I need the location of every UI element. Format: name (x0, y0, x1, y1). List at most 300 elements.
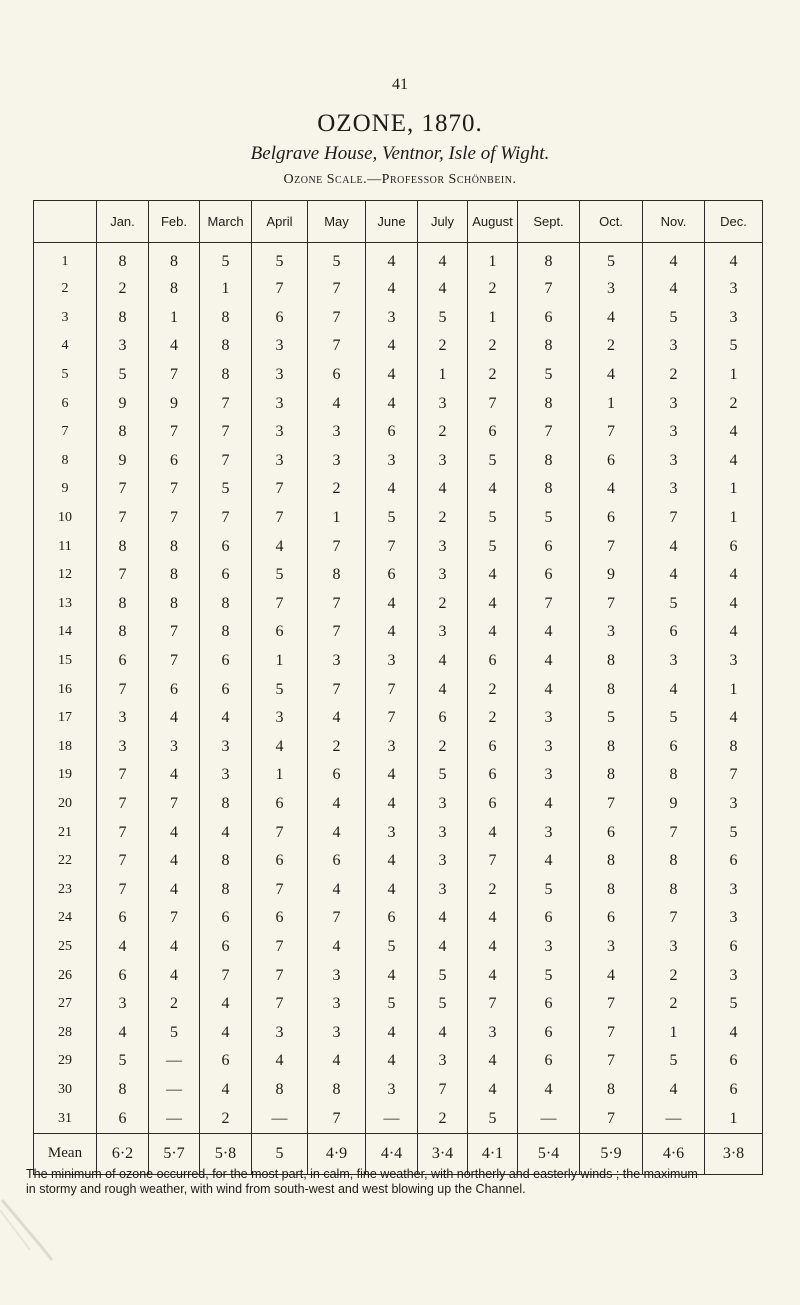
ozone-value: 7 (643, 904, 705, 933)
ozone-value: 6 (518, 561, 580, 590)
header-month: August (468, 201, 518, 243)
ozone-value: 2 (643, 961, 705, 990)
ozone-value: 4 (705, 704, 763, 733)
ozone-value: 1 (705, 675, 763, 704)
ozone-value: 8 (643, 847, 705, 876)
ozone-value: 4 (149, 761, 200, 790)
ozone-value: 4 (366, 275, 418, 304)
ozone-value: 3 (308, 447, 366, 476)
table-row (34, 847, 763, 876)
ozone-value: 8 (200, 332, 252, 361)
day-number: 6 (34, 389, 97, 418)
ozone-value: 6 (200, 1047, 252, 1076)
mean-value: 4·6 (643, 1133, 705, 1174)
ozone-value: 6 (705, 933, 763, 962)
ozone-value: 7 (580, 790, 643, 819)
ozone-value: 3 (252, 1018, 308, 1047)
day-number: 14 (34, 618, 97, 647)
ozone-value: 4 (580, 961, 643, 990)
ozone-value: 6 (97, 1104, 149, 1133)
ozone-value: 8 (643, 875, 705, 904)
ozone-value: 3 (705, 647, 763, 676)
table-row (34, 961, 763, 990)
ozone-value: 7 (252, 475, 308, 504)
ozone-value: 3 (468, 1018, 518, 1047)
mean-value: 4·9 (308, 1133, 366, 1174)
ozone-value: 4 (468, 961, 518, 990)
ozone-value: 3 (643, 933, 705, 962)
ozone-value: 7 (149, 647, 200, 676)
day-number: 23 (34, 875, 97, 904)
ozone-table (33, 200, 763, 1175)
ozone-value: 6 (252, 618, 308, 647)
mean-value: 4·4 (366, 1133, 418, 1174)
ozone-value: 4 (418, 647, 468, 676)
ozone-value: 4 (643, 243, 705, 276)
ozone-value: 8 (149, 275, 200, 304)
day-number: 9 (34, 475, 97, 504)
ozone-value: 2 (418, 733, 468, 762)
ozone-value: 3 (643, 447, 705, 476)
table-row (34, 647, 763, 676)
ozone-value: 6 (518, 904, 580, 933)
ozone-value: 8 (97, 590, 149, 619)
ozone-value: 4 (149, 818, 200, 847)
ozone-value: 7 (705, 761, 763, 790)
ozone-value: 9 (580, 561, 643, 590)
ozone-value: 1 (252, 647, 308, 676)
ozone-value: 8 (149, 561, 200, 590)
ozone-value: 3 (518, 933, 580, 962)
ozone-value: 6 (252, 847, 308, 876)
ozone-value: 6 (643, 618, 705, 647)
ozone-value: 5 (518, 875, 580, 904)
table-row (34, 561, 763, 590)
ozone-value: 7 (200, 389, 252, 418)
table-row (34, 361, 763, 390)
ozone-value: 2 (97, 275, 149, 304)
ozone-value: 4 (705, 447, 763, 476)
ozone-value: 8 (580, 647, 643, 676)
ozone-value: 3 (418, 875, 468, 904)
ozone-value: 5 (705, 818, 763, 847)
ozone-value: 2 (468, 675, 518, 704)
ozone-value: 8 (518, 332, 580, 361)
day-number: 1 (34, 243, 97, 276)
ozone-value: 7 (468, 990, 518, 1019)
ozone-value: 4 (468, 561, 518, 590)
ozone-value: 5 (643, 304, 705, 333)
ozone-value: 4 (97, 933, 149, 962)
ozone-value: 7 (97, 818, 149, 847)
ozone-value: 5 (468, 532, 518, 561)
ozone-value: 6 (518, 532, 580, 561)
mean-value: 6·2 (97, 1133, 149, 1174)
ozone-value: 8 (200, 875, 252, 904)
ozone-value: 7 (580, 1104, 643, 1133)
ozone-value: 3 (308, 1018, 366, 1047)
ozone-value: 5 (149, 1018, 200, 1047)
ozone-value: 8 (580, 733, 643, 762)
table-row (34, 790, 763, 819)
ozone-value: 3 (97, 990, 149, 1019)
ozone-value: 4 (149, 933, 200, 962)
ozone-value: 4 (366, 1018, 418, 1047)
ozone-value: 7 (252, 818, 308, 847)
ozone-value: 4 (149, 961, 200, 990)
ozone-value: 7 (149, 361, 200, 390)
ozone-value: 3 (518, 761, 580, 790)
ozone-value: 7 (252, 590, 308, 619)
ozone-value: 4 (366, 590, 418, 619)
ozone-value: 8 (200, 847, 252, 876)
ozone-value: 4 (308, 389, 366, 418)
ozone-value: 4 (308, 790, 366, 819)
ozone-value: 8 (643, 761, 705, 790)
mean-value: 5 (252, 1133, 308, 1174)
ozone-value: 4 (308, 818, 366, 847)
ozone-value: 3 (308, 961, 366, 990)
ozone-value: 7 (97, 675, 149, 704)
ozone-value: 4 (97, 1018, 149, 1047)
table-row (34, 504, 763, 533)
ozone-value: 8 (149, 532, 200, 561)
ozone-value: 6 (705, 1076, 763, 1105)
page-edge-smudge (0, 1190, 60, 1270)
ozone-value: 4 (518, 847, 580, 876)
ozone-value: 4 (200, 1018, 252, 1047)
ozone-value: 6 (366, 904, 418, 933)
ozone-value: 5 (518, 961, 580, 990)
ozone-value: 7 (97, 761, 149, 790)
day-number: 11 (34, 532, 97, 561)
ozone-value: 8 (308, 1076, 366, 1105)
ozone-value: — (518, 1104, 580, 1133)
ozone-value: 4 (643, 561, 705, 590)
ozone-value: 7 (252, 961, 308, 990)
ozone-value: 6 (643, 733, 705, 762)
ozone-value: 3 (366, 733, 418, 762)
ozone-value: 7 (97, 475, 149, 504)
ozone-value: 6 (200, 933, 252, 962)
ozone-value: 6 (252, 304, 308, 333)
ozone-value: 4 (643, 532, 705, 561)
table-row (34, 275, 763, 304)
ozone-value: 7 (97, 504, 149, 533)
ozone-value: 4 (705, 618, 763, 647)
ozone-value: 5 (97, 361, 149, 390)
ozone-value: 1 (705, 504, 763, 533)
ozone-value: 7 (468, 847, 518, 876)
ozone-value: 5 (580, 243, 643, 276)
ozone-value: 4 (418, 243, 468, 276)
table-row (34, 990, 763, 1019)
ozone-value: 1 (643, 1018, 705, 1047)
ozone-value: 6 (252, 790, 308, 819)
day-number: 10 (34, 504, 97, 533)
ozone-value: 5 (252, 243, 308, 276)
ozone-value: 2 (149, 990, 200, 1019)
ozone-value: 4 (418, 675, 468, 704)
day-number: 26 (34, 961, 97, 990)
ozone-value: 2 (308, 733, 366, 762)
ozone-value: 2 (468, 361, 518, 390)
table-row (34, 761, 763, 790)
ozone-value: 5 (643, 590, 705, 619)
ozone-value: 3 (252, 361, 308, 390)
ozone-value: 4 (308, 1047, 366, 1076)
ozone-value: 6 (468, 418, 518, 447)
ozone-value: 4 (366, 847, 418, 876)
ozone-value: 7 (308, 904, 366, 933)
ozone-value: 7 (468, 389, 518, 418)
day-number: 29 (34, 1047, 97, 1076)
ozone-value: 3 (580, 933, 643, 962)
ozone-value: 7 (580, 1018, 643, 1047)
ozone-value: 4 (366, 961, 418, 990)
ozone-value: 2 (308, 475, 366, 504)
header-day (34, 201, 97, 243)
header-month: Dec. (705, 201, 763, 243)
ozone-value: 5 (252, 675, 308, 704)
ozone-value: 6 (580, 904, 643, 933)
ozone-value: 5 (366, 504, 418, 533)
ozone-value: 7 (97, 847, 149, 876)
mean-value: 5·8 (200, 1133, 252, 1174)
ozone-value: 8 (518, 243, 580, 276)
ozone-value: 8 (200, 790, 252, 819)
ozone-value: 4 (366, 332, 418, 361)
ozone-value: 1 (580, 389, 643, 418)
ozone-value: 2 (418, 590, 468, 619)
ozone-value: 3 (200, 761, 252, 790)
ozone-value: 8 (97, 243, 149, 276)
ozone-value: 8 (308, 561, 366, 590)
table-row (34, 475, 763, 504)
ozone-value: 5 (418, 304, 468, 333)
ozone-value: 6 (97, 961, 149, 990)
ozone-value: 1 (468, 243, 518, 276)
ozone-value: 6 (705, 847, 763, 876)
ozone-value: 6 (366, 418, 418, 447)
ozone-value: 2 (418, 418, 468, 447)
day-number: 22 (34, 847, 97, 876)
ozone-value: 6 (705, 1047, 763, 1076)
table-row (34, 704, 763, 733)
day-number: 3 (34, 304, 97, 333)
ozone-value: 4 (643, 1076, 705, 1105)
ozone-value: 4 (418, 904, 468, 933)
ozone-value: 7 (518, 275, 580, 304)
ozone-value: 3 (518, 818, 580, 847)
ozone-value: 7 (200, 504, 252, 533)
ozone-value: 7 (97, 790, 149, 819)
ozone-value: 7 (580, 990, 643, 1019)
ozone-value: 3 (643, 647, 705, 676)
ozone-value: 5 (705, 332, 763, 361)
ozone-value: 7 (580, 532, 643, 561)
ozone-value: 1 (200, 275, 252, 304)
table-row (34, 618, 763, 647)
ozone-value: 4 (200, 1076, 252, 1105)
ozone-value: 8 (580, 761, 643, 790)
ozone-value: 7 (149, 618, 200, 647)
table-row (34, 733, 763, 762)
ozone-value: 4 (252, 532, 308, 561)
ozone-value: 7 (149, 904, 200, 933)
ozone-value: 4 (366, 761, 418, 790)
ozone-value: 7 (200, 961, 252, 990)
ozone-value: 4 (518, 790, 580, 819)
ozone-value: 3 (200, 733, 252, 762)
ozone-value: 3 (308, 647, 366, 676)
table-row (34, 933, 763, 962)
ozone-value: 3 (643, 475, 705, 504)
page-number: 41 (392, 76, 408, 93)
ozone-value: 4 (366, 475, 418, 504)
ozone-value: 5 (418, 990, 468, 1019)
mean-value: 5·7 (149, 1133, 200, 1174)
day-number: 7 (34, 418, 97, 447)
ozone-value: 3 (643, 389, 705, 418)
ozone-value: 4 (705, 590, 763, 619)
ozone-value: 4 (468, 590, 518, 619)
ozone-value: 3 (97, 733, 149, 762)
ozone-value: 2 (200, 1104, 252, 1133)
ozone-value: 3 (149, 733, 200, 762)
table-row (34, 243, 763, 276)
ozone-value: 1 (705, 475, 763, 504)
ozone-value: 7 (366, 704, 418, 733)
ozone-value: — (643, 1104, 705, 1133)
ozone-value: 4 (468, 1076, 518, 1105)
ozone-value: 3 (97, 332, 149, 361)
ozone-value: 1 (705, 361, 763, 390)
ozone-value: 5 (252, 561, 308, 590)
header-month: May (308, 201, 366, 243)
table-row (34, 418, 763, 447)
ozone-value: 3 (418, 618, 468, 647)
ozone-value: 1 (308, 504, 366, 533)
ozone-value: 4 (366, 790, 418, 819)
ozone-value: 5 (518, 361, 580, 390)
ozone-value: 3 (97, 704, 149, 733)
ozone-value: 4 (252, 733, 308, 762)
ozone-value: 4 (468, 818, 518, 847)
ozone-value: 5 (418, 761, 468, 790)
ozone-value: 3 (643, 418, 705, 447)
ozone-value: 3 (366, 304, 418, 333)
ozone-value: 3 (705, 275, 763, 304)
ozone-value: 9 (643, 790, 705, 819)
day-number: 31 (34, 1104, 97, 1133)
ozone-value: 3 (366, 818, 418, 847)
ozone-value: 7 (518, 418, 580, 447)
ozone-value: 5 (418, 961, 468, 990)
ozone-value: 6 (149, 675, 200, 704)
ozone-value: 4 (366, 1047, 418, 1076)
ozone-value: 7 (308, 304, 366, 333)
ozone-value: 5 (580, 704, 643, 733)
day-number: 2 (34, 275, 97, 304)
table-body (34, 243, 763, 1175)
ozone-value: 5 (643, 704, 705, 733)
ozone-value: 9 (97, 447, 149, 476)
location-subtitle: Belgrave House, Ventnor, Isle of Wight. (250, 143, 550, 164)
ozone-value: — (252, 1104, 308, 1133)
ozone-value: 2 (418, 1104, 468, 1133)
ozone-value: 7 (308, 332, 366, 361)
table-row (34, 904, 763, 933)
ozone-value: 9 (97, 389, 149, 418)
ozone-value: 2 (580, 332, 643, 361)
ozone-value: 6 (252, 904, 308, 933)
mean-value: 3·4 (418, 1133, 468, 1174)
ozone-value: 6 (580, 504, 643, 533)
page-title: OZONE, 1870. (317, 110, 483, 137)
day-number: 8 (34, 447, 97, 476)
header-month: Nov. (643, 201, 705, 243)
day-number: 4 (34, 332, 97, 361)
ozone-value: 7 (580, 418, 643, 447)
ozone-value: 6 (468, 733, 518, 762)
ozone-value: 4 (149, 332, 200, 361)
ozone-value: 3 (308, 418, 366, 447)
ozone-value: 7 (366, 532, 418, 561)
ozone-value: 3 (366, 447, 418, 476)
ozone-value: 7 (308, 618, 366, 647)
day-number: 27 (34, 990, 97, 1019)
ozone-value: 7 (97, 875, 149, 904)
ozone-value: 2 (468, 704, 518, 733)
ozone-value: 8 (518, 389, 580, 418)
table-row (34, 1076, 763, 1105)
ozone-value: 6 (200, 904, 252, 933)
ozone-value: 4 (580, 361, 643, 390)
ozone-value: 3 (252, 418, 308, 447)
ozone-value: 6 (366, 561, 418, 590)
ozone-value: 4 (468, 618, 518, 647)
ozone-value: 3 (366, 1076, 418, 1105)
ozone-value: 8 (200, 590, 252, 619)
ozone-value: 8 (705, 733, 763, 762)
ozone-value: 3 (705, 875, 763, 904)
ozone-value: 7 (643, 504, 705, 533)
day-number: 16 (34, 675, 97, 704)
ozone-value: 3 (705, 790, 763, 819)
table-row (34, 304, 763, 333)
ozone-value: 6 (468, 790, 518, 819)
ozone-value: 3 (518, 733, 580, 762)
ozone-value: 7 (308, 275, 366, 304)
ozone-value: 5 (643, 1047, 705, 1076)
ozone-value: 4 (643, 275, 705, 304)
ozone-value: 7 (308, 590, 366, 619)
ozone-value: 7 (252, 504, 308, 533)
ozone-value: 5 (468, 504, 518, 533)
ozone-value: 6 (149, 447, 200, 476)
header-month: March (200, 201, 252, 243)
ozone-value: 4 (580, 475, 643, 504)
ozone-value: 1 (149, 304, 200, 333)
header-month: Oct. (580, 201, 643, 243)
ozone-value: 4 (518, 647, 580, 676)
ozone-value: 1 (252, 761, 308, 790)
mean-value: 5·4 (518, 1133, 580, 1174)
ozone-value: 8 (580, 675, 643, 704)
ozone-value: 7 (366, 675, 418, 704)
table-row (34, 332, 763, 361)
